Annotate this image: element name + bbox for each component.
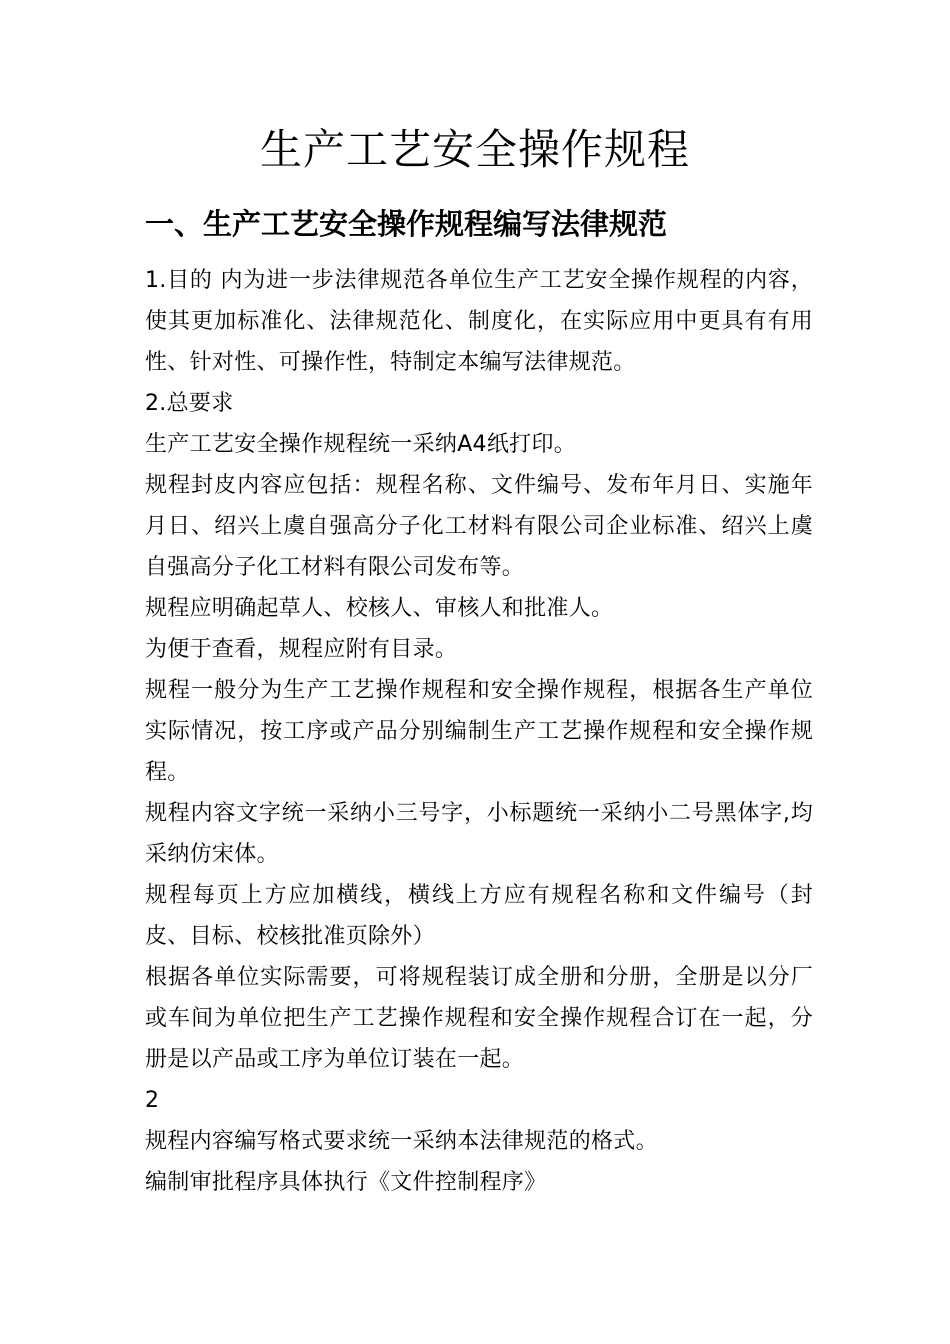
paragraph-approval-procedure: 编制审批程序具体执行《文件控制程序》 [145,1170,547,1195]
document-title: 生产工艺安全操作规程 [259,125,690,174]
section-heading: 一、生产工艺安全操作规程编写法律规范 [145,207,668,241]
paragraph-purpose: 1.目的 内为进一步法律规范各单位生产工艺安全操作规程的内容，使其更加标准化、法律规范化、制度化，在实际应用中更具有有用性、针对性、可操作性，特制定本编写法律规范。 [145,268,813,375]
paragraph-cover-content: 规程封皮内容应包括：规程名称、文件编号、发布年月日、实施年月日、绍兴上虞自强高分子化工材料有限公司企业标准、绍兴上虞自强高分子化工材料有限公司发布等。 [145,473,813,580]
paragraph-header-line: 规程每页上方应加横线，横线上方应有规程名称和文件编号（封皮、目标、校核批准页除外） [145,883,813,949]
paragraph-format: 规程内容编写格式要求统一采纳本法律规范的格式。 [145,1129,658,1154]
paragraph-binding: 根据各单位实际需要，可将规程装订成全册和分册，全册是以分厂或车间为单位把生产工艺操作规程和安全操作规程合订在一起，分册是以产品或工序为单位订装在一起。 [145,965,813,1072]
paragraph-regulation-types: 规程一般分为生产工艺操作规程和安全操作规程，根据各生产单位实际情况，按工序或产品分别编制生产工艺操作规程和安全操作规程。 [145,678,813,785]
document-body [145,260,813,1203]
paragraph-table-of-contents: 为便于查看，规程应附有目录。 [145,637,458,662]
paragraph-font-requirements: 规程内容文字统一采纳小三号字，小标题统一采纳小二号黑体字,均采纳仿宋体。 [145,801,813,867]
paragraph-a4-printing: 生产工艺安全操作规程统一采纳A4纸打印。 [145,432,577,457]
paragraph-number: 2 [145,1088,160,1113]
paragraph-general-requirements: 2.总要求 [145,391,234,416]
paragraph-responsible-persons: 规程应明确起草人、校核人、审核人和批准人。 [145,596,614,621]
